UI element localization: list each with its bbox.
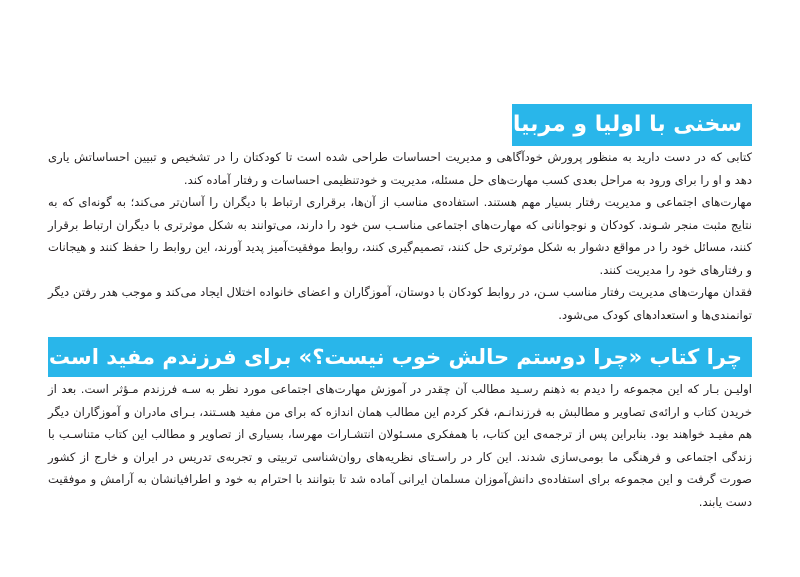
paragraph: فقدان مهارت‌های مدیریت رفتار مناسب سـن، در روابط کودکان با دوستان، آموزگاران و اعضای خانواده اختلال ایجاد می‌کند و موجب هدر رفتن دیگر توانمندی‌ها و استعدادهای کودک می‌شود.: [48, 285, 752, 322]
section-heading-why-book-useful: چرا کتاب «چرا دوستم حالش خوب نیست؟» برای فرزندم مفید است؟: [48, 337, 752, 377]
section-body-why-book-useful: [48, 378, 752, 513]
paragraph: اولیـن بـار که این مجموعه را دیدم به ذهنم رسـید مطالب آن چقدر در آموزش مهارت‌های اجتماعی مورد نظر به سـه فرزندم مـؤثر است. بعد از خریدن کتاب و ارائه‌ی تصاویر و مطالبش به فرزندانـم، فکر کردم این مطالب همان اندازه که برای من مفید هسـتند، بـرای مادران و آموزگاران دیگر هم مفیـد خواهند بود. بنابراین پس از ترجمه‌ی این کتاب، با همفکری مسـئولان انتشـارات مهرسا، بسیاری از تصاویر و مطالب این کتاب متناسـب با زندگی اجتماعی و فرهنگی ما بومی‌سازی شدند. این کار در راسـتای نظریه‌های روان‌شناسی تربیتی و تجربه‌ی تدریس در ایران و خارج از کشور صورت گرفت و این مجموعه برای استفاده‌ی دانش‌آموزان مسلمان ایرانی آماده شد تا بتوانند با احترام به خود و اطرافیانشان به آرامش و موفقیت دست یابند.: [48, 382, 752, 509]
paragraph: مهارت‌های اجتماعی و مدیریت رفتار بسیار مهم هستند. استفاده‌ی مناسب از آن‌ها، برقراری ارتباط با دیگران را آسان‌تر می‌کند؛ به گونه‌ای که به نتایج مثبت منجر شـوند. کودکان و نوجوانانی که مهارت‌های اجتماعی مناسـب سن خود را دارند، می‌توانند به شکل موثرتری با دیگران ارتباط برقرار کنند، مسائل خود را در مواقع دشوار به شکل موثرتری حل کنند، تصمیم‌گیری کنند، روابط موفقیت‌آمیز پدید آورند، این روابط را حفظ کنند و هیجانات و رفتارهای خود را مدیریت کنند.: [48, 195, 752, 277]
section-heading-parents-teachers: سخنی با اولیا و مربیان: [512, 104, 752, 146]
section-body-parents-teachers: [48, 146, 752, 326]
paragraph: کتابی که در دست دارید به منظور پرورش خودآگاهی و مدیریت احساسات طراحی شده است تا کودکتان را در تشخیص و تبیین احساساتش یاری دهد و او را برای ورود به مراحل بعدی کسب مهارت‌های حل مسئله، مدیریت و خودتنظیمی احساسات و رفتار آماده کند.: [48, 150, 752, 187]
